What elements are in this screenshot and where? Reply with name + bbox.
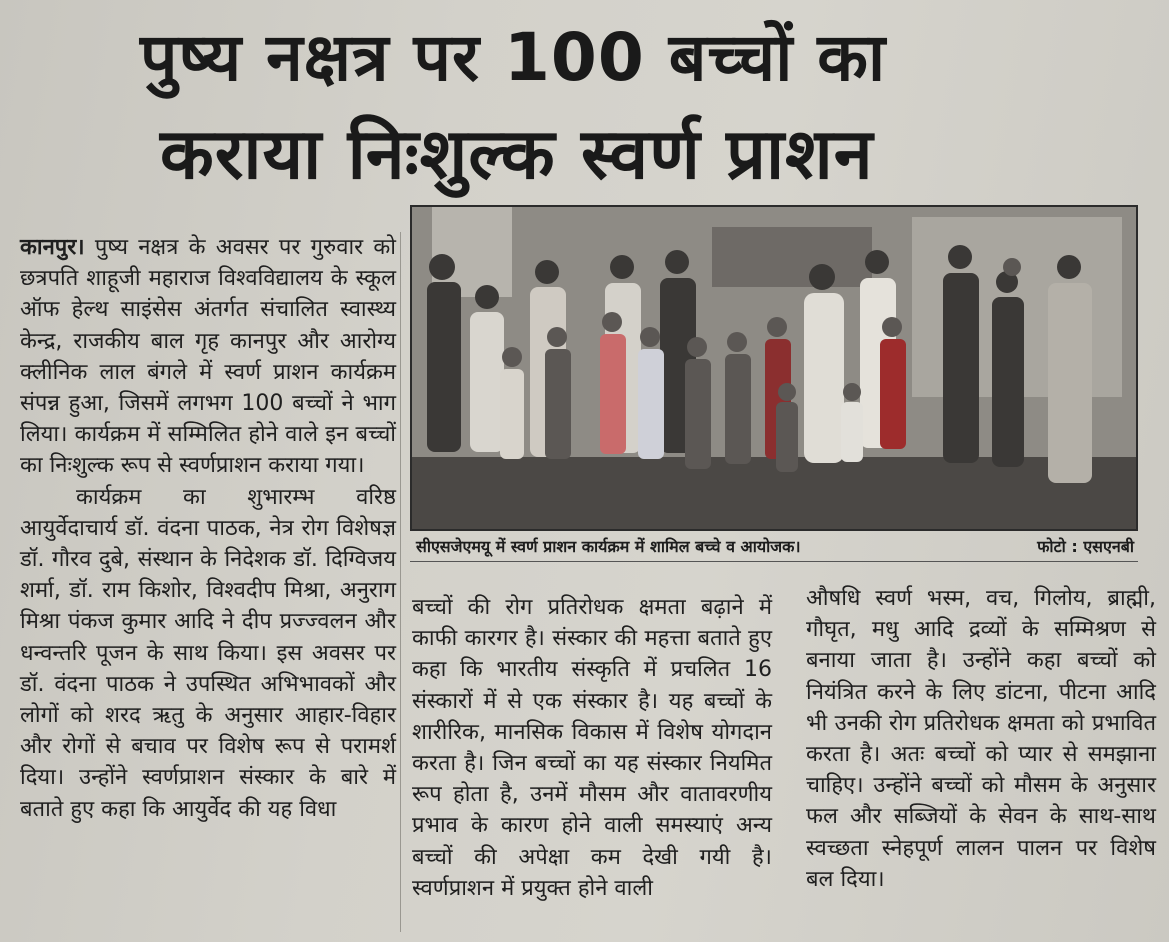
- article-column-1: [20, 232, 396, 825]
- group-photo-illustration: [412, 207, 1136, 529]
- photo-caption: सीएसजेएमयू में स्वर्ण प्राशन कार्यक्रम में शामिल बच्चे व आयोजक।: [416, 537, 801, 556]
- headline-line-1: पुष्य नक्षत्र पर 100 बच्चों का: [140, 19, 887, 96]
- column-divider: [400, 232, 401, 932]
- article-column-3: [806, 583, 1156, 895]
- news-photo: [410, 205, 1138, 531]
- article-column-2: [412, 592, 772, 904]
- photo-credit: फोटो : एसएनबी: [1037, 537, 1134, 556]
- article-paragraph-2: कार्यक्रम का शुभारम्भ वरिष्ठ आयुर्वेदाचार्य डॉ. वंदना पाठक, नेत्र रोग विशेषज्ञ डॉ. गौरव दुबे, संस्थान के निदेशक डॉ. दिग्विजय शर्मा, डॉ. राम किशोर, विश्वदीप मिश्रा, अनुराग मिश्रा पंकज कुमार आदि ने दीप प्रज्ज्वलन और धन्वन्तरि पूजन के साथ किया। इस अवसर पर डॉ. वंदना पाठक ने उपस्थित अभिभावकों और लोगों को शरद ऋतु के अनुसार आहार-विहार और रोगों से बचाव पर विशेष रूप से परामर्श दिया। उन्होंने स्वर्णप्राशन संस्कार के बारे में बताते हुए कहा कि आयुर्वेद की यह विधा: [20, 484, 396, 822]
- article-paragraph-3: बच्चों की रोग प्रतिरोधक क्षमता बढ़ाने में काफी कारगर है। संस्कार की महत्ता बताते हुए कहा कि भारतीय संस्कृति में प्रचलित 16 संस्कारों में से एक संस्कार है। यह बच्चों के शारीरिक, मानसिक विकास में विशेष योगदान करता है। जिन बच्चों का यह संस्कार नियमित रूप होता है, उनमें मौसम और वातावरणीय प्रभाव के कारण होने वाली समस्याएं अन्य बच्चों की अपेक्षा कम देखी गयी है। स्वर्णप्राशन में प्रयुक्त होने वाली: [412, 595, 772, 901]
- dateline: कानपुर।: [20, 235, 85, 260]
- article-paragraph-1: पुष्य नक्षत्र के अवसर पर गुरुवार को छत्रपति शाहूजी महाराज विश्वविद्यालय के स्कूल ऑफ हेल्थ साइंसेस अंतर्गत संचालित स्वास्थ्य केन्द्र, राजकीय बाल गृह कानपुर और आरोग्य क्लीनिक लाल बंगले में स्वर्ण प्राशन कार्यक्रम संपन्न हुआ, जिसमें लगभग 100 बच्चों ने भाग लिया। कार्यक्रम में सम्मिलित होने वाले इन बच्चों का निःशुल्क रूप से स्वर्णप्राशन कराया गया।: [20, 235, 396, 479]
- article-paragraph-4: औषधि स्वर्ण भस्म, वच, गिलोय, ब्राह्मी, गौघृत, मधु आदि द्रव्यों के सम्मिश्रण से बनाया जाता है। उन्होंने कहा बच्चों को नियंत्रित करने के लिए डांटना, पीटना आदि भी उनकी रोग प्रतिरोधक क्षमता को प्रभावित करता है। अतः बच्चों को प्यार से समझाना चाहिए। उन्होंने बच्चों को मौसम के अनुसार फल और सब्जियों के सेवन के साथ-साथ स्वच्छता स्नेहपूर्ण लालन पालन पर विशेष बल दिया।: [806, 586, 1156, 892]
- photo-caption-bar: [410, 533, 1138, 562]
- headline-line-2: कराया निःशुल्क स्वर्ण प्राशन: [160, 113, 874, 195]
